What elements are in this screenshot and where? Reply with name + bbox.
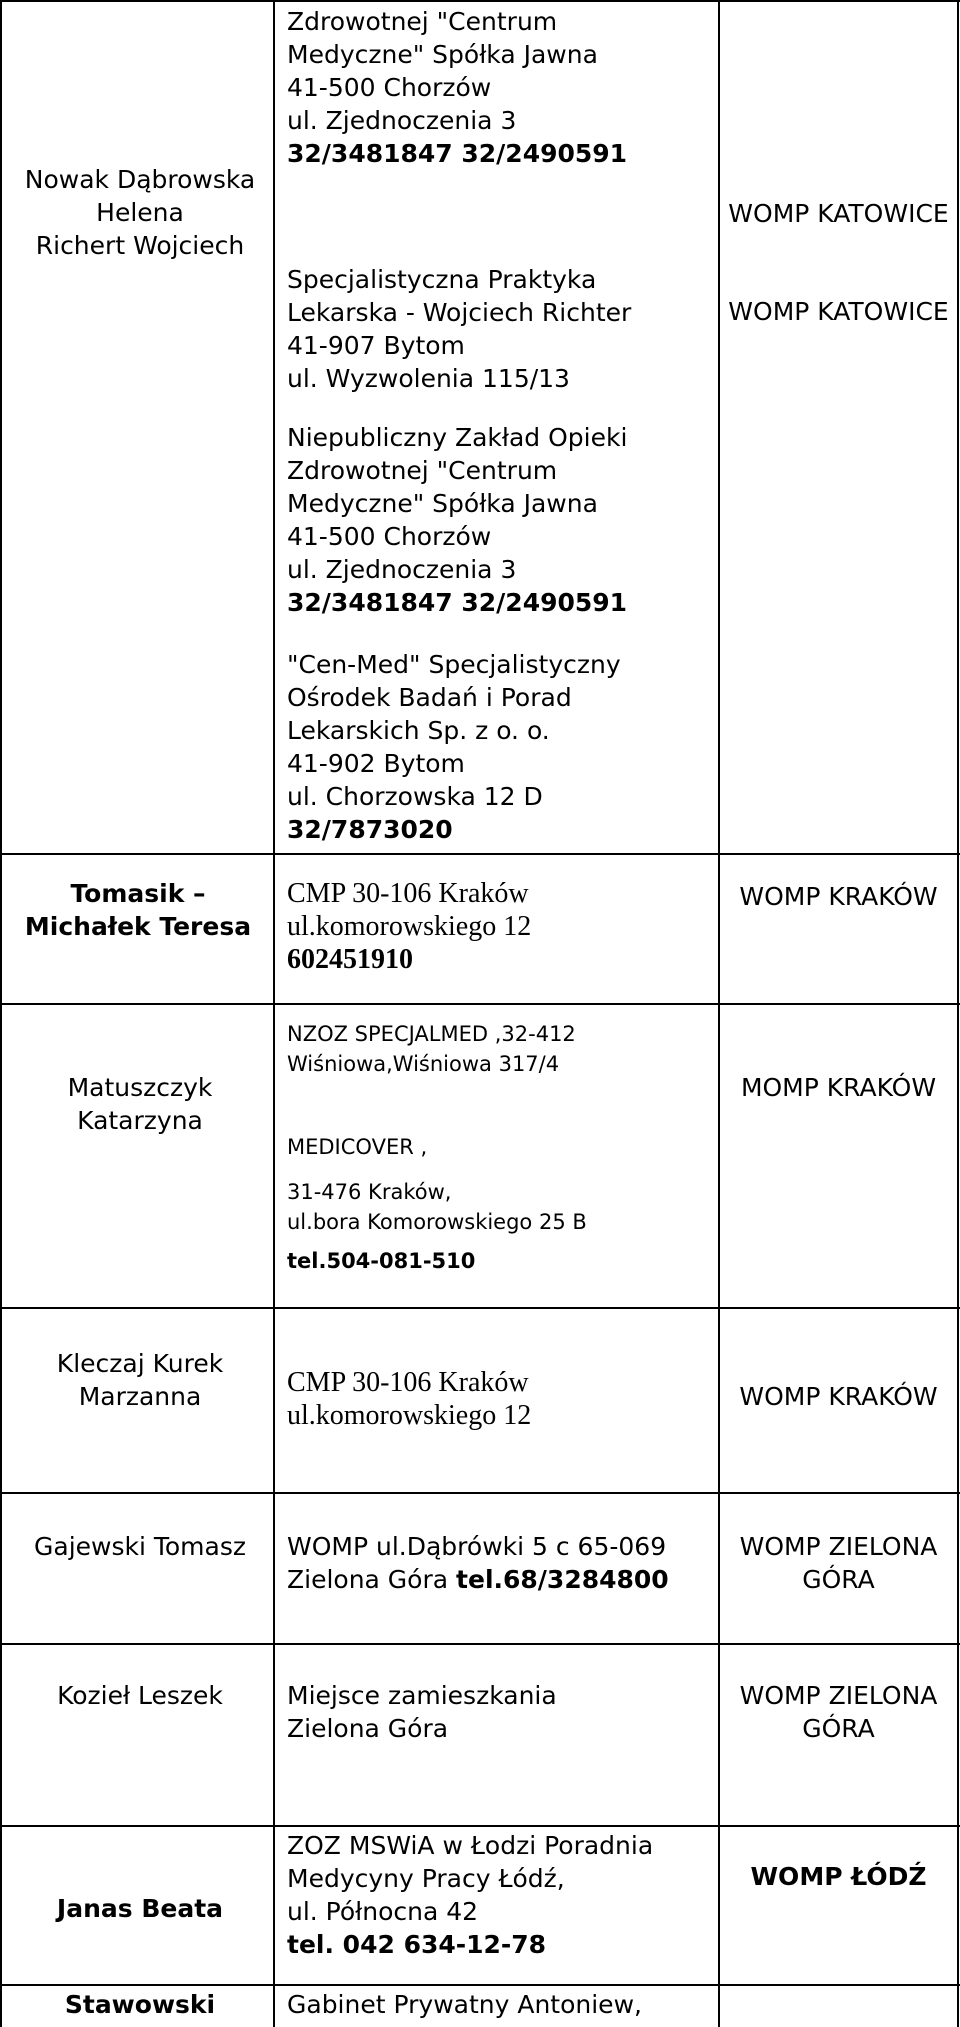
city-text: Zielona Góra xyxy=(287,1565,457,1594)
phone-number: tel.68/3284800 xyxy=(456,1565,669,1594)
address-line: ul.bora Komorowskiego 25 B xyxy=(287,1210,587,1234)
address-line: ul. Chorzowska 12 D xyxy=(287,782,543,811)
address-line xyxy=(287,1563,669,1596)
address-line: Miejsce zamieszkania xyxy=(287,1681,557,1710)
row-divider xyxy=(0,1825,960,1827)
address-line: ZOZ MSWiA w Łodzi Poradnia xyxy=(287,1831,654,1860)
womp-label: MOMP KRAKÓW xyxy=(740,1073,937,1102)
phone-number: 32/3481847 32/2490591 xyxy=(287,139,628,168)
person-name xyxy=(8,163,272,262)
womp-label: WOMP ZIELONA GÓRA xyxy=(739,1681,938,1743)
address-line: CMP 30-106 Kraków xyxy=(287,1367,529,1398)
address-line: Medyczne" Spółka Jawna xyxy=(287,40,598,69)
phone-number: tel. 042 634-12-78 xyxy=(287,1930,547,1959)
address-line: Medyczne" Spółka Jawna xyxy=(287,489,598,518)
address-entry xyxy=(287,1679,557,1745)
womp-label: WOMP ZIELONA GÓRA xyxy=(739,1532,938,1594)
row-divider xyxy=(0,1984,960,1986)
womp-label: WOMP ŁÓDŹ xyxy=(750,1862,927,1891)
person-name: Stawowski xyxy=(64,1990,216,2019)
address-entry xyxy=(287,5,627,170)
address-line: Ośrodek Badań i Porad xyxy=(287,683,572,712)
address-line: CMP 30-106 Kraków xyxy=(287,878,529,909)
address-line: ul.komorowskiego 12 xyxy=(287,1400,532,1431)
address-line: Zdrowotnej "Centrum xyxy=(287,456,558,485)
address-line: NZOZ SPECJALMED ,32-412 xyxy=(287,1022,576,1046)
person-name: Kleczaj Kurek Marzanna xyxy=(56,1349,224,1411)
row-divider xyxy=(0,1003,960,1005)
address-entry xyxy=(287,421,627,619)
person-name: Tomasik – Michałek Teresa xyxy=(24,879,252,941)
address-line: Medycyny Pracy Łódź, xyxy=(287,1864,565,1893)
address-line: MEDICOVER , xyxy=(287,1135,428,1159)
address-line: Lekarska - Wojciech Richter xyxy=(287,298,632,327)
phone-number: 32/7873020 xyxy=(287,815,453,844)
address-line: Lekarskich Sp. z o. o. xyxy=(287,716,550,745)
address-line: ul. Zjednoczenia 3 xyxy=(287,555,517,584)
table-right-border xyxy=(957,0,959,2027)
address-entry xyxy=(287,1530,669,1596)
address-line: ul. Północna 42 xyxy=(287,1897,479,1926)
row-divider xyxy=(0,853,960,855)
person-name: Janas Beata xyxy=(56,1894,224,1923)
address-entry xyxy=(287,1019,576,1079)
person-name-line: Richert Wojciech xyxy=(35,231,245,260)
table-left-border xyxy=(0,0,2,2027)
womp-label: WOMP KRAKÓW xyxy=(739,1382,938,1411)
address-line: ul. Wyzwolenia 115/13 xyxy=(287,364,570,393)
person-name: Gajewski Tomasz xyxy=(34,1532,246,1561)
address-line: ul.komorowskiego 12 xyxy=(287,911,532,942)
address-line: 41-902 Bytom xyxy=(287,749,465,778)
person-name: Matuszczyk Katarzyna xyxy=(67,1073,213,1135)
person-name: Kozieł Leszek xyxy=(57,1681,223,1710)
column-divider-1 xyxy=(273,0,275,2027)
address-entry xyxy=(287,648,621,846)
phone-number: 32/3481847 32/2490591 xyxy=(287,588,628,617)
address-line: ul. Zjednoczenia 3 xyxy=(287,106,517,135)
address-line: WOMP ul.Dąbrówki 5 c 65-069 xyxy=(287,1532,667,1561)
address-entry xyxy=(287,1829,653,1961)
address-line: "Cen-Med" Specjalistyczny xyxy=(287,650,621,679)
womp-label: WOMP KRAKÓW xyxy=(739,882,938,911)
row-divider xyxy=(0,1643,960,1645)
address-entry xyxy=(287,1177,587,1237)
person-name-line: Nowak Dąbrowska Helena xyxy=(24,165,256,227)
address-line: Zielona Góra xyxy=(287,1714,449,1743)
address-line: 41-907 Bytom xyxy=(287,331,465,360)
row-divider xyxy=(0,1307,960,1309)
address-entry xyxy=(287,877,531,976)
phone-number: 602451910 xyxy=(287,944,413,975)
phone-number: tel.504-081-510 xyxy=(287,1249,476,1273)
address-line: Wiśniowa,Wiśniowa 317/4 xyxy=(287,1052,560,1076)
womp-label: WOMP KATOWICE xyxy=(728,297,949,326)
womp-label: WOMP KATOWICE xyxy=(728,199,949,228)
table-top-border xyxy=(0,0,960,2)
address-line: Gabinet Prywatny Antoniew, xyxy=(287,1990,642,2019)
address-line: 41-500 Chorzów xyxy=(287,73,492,102)
address-line: Specjalistyczna Praktyka xyxy=(287,265,597,294)
address-entry xyxy=(287,263,631,395)
row-divider xyxy=(0,1492,960,1494)
address-line: 31-476 Kraków, xyxy=(287,1180,452,1204)
address-line: 41-500 Chorzów xyxy=(287,522,492,551)
address-line: Niepubliczny Zakład Opieki xyxy=(287,423,628,452)
address-entry xyxy=(287,1366,531,1432)
address-line: Zdrowotnej "Centrum xyxy=(287,7,558,36)
